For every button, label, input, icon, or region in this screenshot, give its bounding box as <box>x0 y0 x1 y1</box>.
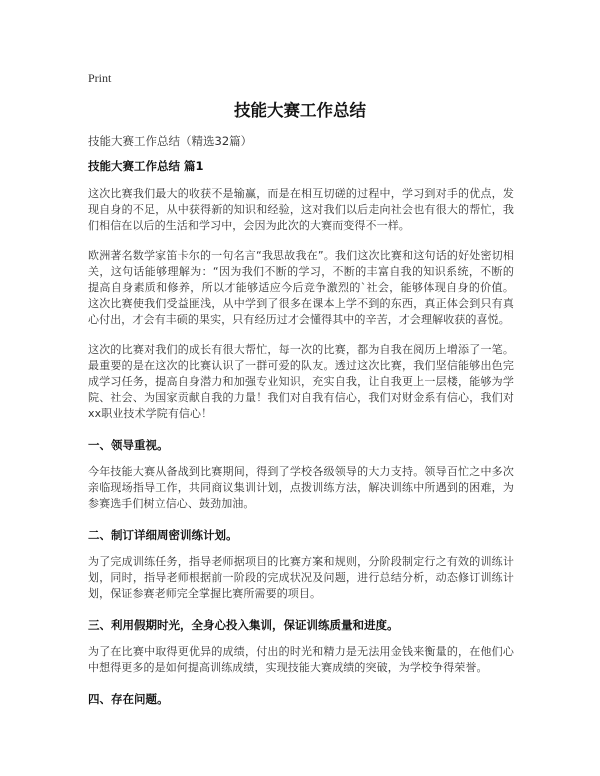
paragraph-5: 为了完成训练任务，指导老师据项目的比赛方案和规则，分阶段制定行之有效的训练计划，同时，指导老师根据前一阶段的完成状况及问题，进行总结分析，动态修订训练计划，保证参赛老师完全掌握比赛所需要的项目。 <box>88 555 514 600</box>
heading-leadership: 一、领导重视。 <box>88 438 169 452</box>
paragraph-6: 为了在比赛中取得更优异的成绩，付出的时光和精力是无法用金钱来衡量的，在他们心中想得更多的是如何提高训练成绩，实现技能大赛成绩的突破，为学校争得荣誉。 <box>88 645 514 674</box>
print-label[interactable]: Print <box>88 71 112 85</box>
paragraph-1: 这次比赛我们最大的收获不是输赢，而是在相互切磋的过程中，学习到对手的优点，发现自身的不足，从中获得新的知识和经验，这对我们以后走向社会也有很大的帮忙，我们相信在以后的生活和学习中，会因为此次的大赛而变得不一样。 <box>88 187 514 232</box>
document-subtitle: 技能大赛工作总结（精选32篇） <box>88 134 253 148</box>
section-title: 技能大赛工作总结 篇1 <box>88 159 204 173</box>
paragraph-3: 这次的比赛对我们的成长有很大帮忙，每一次的比赛，都为自我在阅历上增添了一笔。最重要的是在这次的比赛认识了一群可爱的队友。透过这次比赛，我们坚信能够出色完成学习任务，提高自身潜力和加强专业知识，充实自我，让自我更上一层楼，能够为学院、社会、为国家贡献自我的力量！我们对自我有信心，我们对财金系有信心，我们对xx职业技术学院有信心！ <box>88 343 514 420</box>
heading-problems: 四、存在问题。 <box>88 692 169 706</box>
paragraph-4: 今年技能大赛从备战到比赛期间，得到了学校各级领导的大力支持。领导百忙之中多次亲临现场指导工作，共同商议集训计划，点拨训练方法，解决训练中所遇到的困难，为参赛选手们树立信心、鼓劲加油。 <box>88 465 514 510</box>
paragraph-2: 欧洲著名数学家笛卡尔的一句名言“我思故我在”。我们这次比赛和这句话的好处密切相关，这句话能够理解为：“因为我们不断的学习，不断的丰富自我的知识系统，不断的提高自身素质和修养，所以才能够适应今后竞争激烈的`社会，能够体现自身的价值。这次比赛使我们受益匪浅，从中学到了很多在课本上学不到的东西，真正体会到只有真心付出，才会有丰硕的果实，只有经历过才会懂得其中的辛苦，才会理解收获的喜悦。 <box>88 249 514 326</box>
page-title: 技能大赛工作总结 <box>234 101 366 120</box>
heading-training-plan: 二、制订详细周密训练计划。 <box>88 528 238 542</box>
heading-holiday-training: 三、利用假期时光，全身心投入集训，保证训练质量和进度。 <box>88 618 399 632</box>
document-body <box>88 157 514 718</box>
